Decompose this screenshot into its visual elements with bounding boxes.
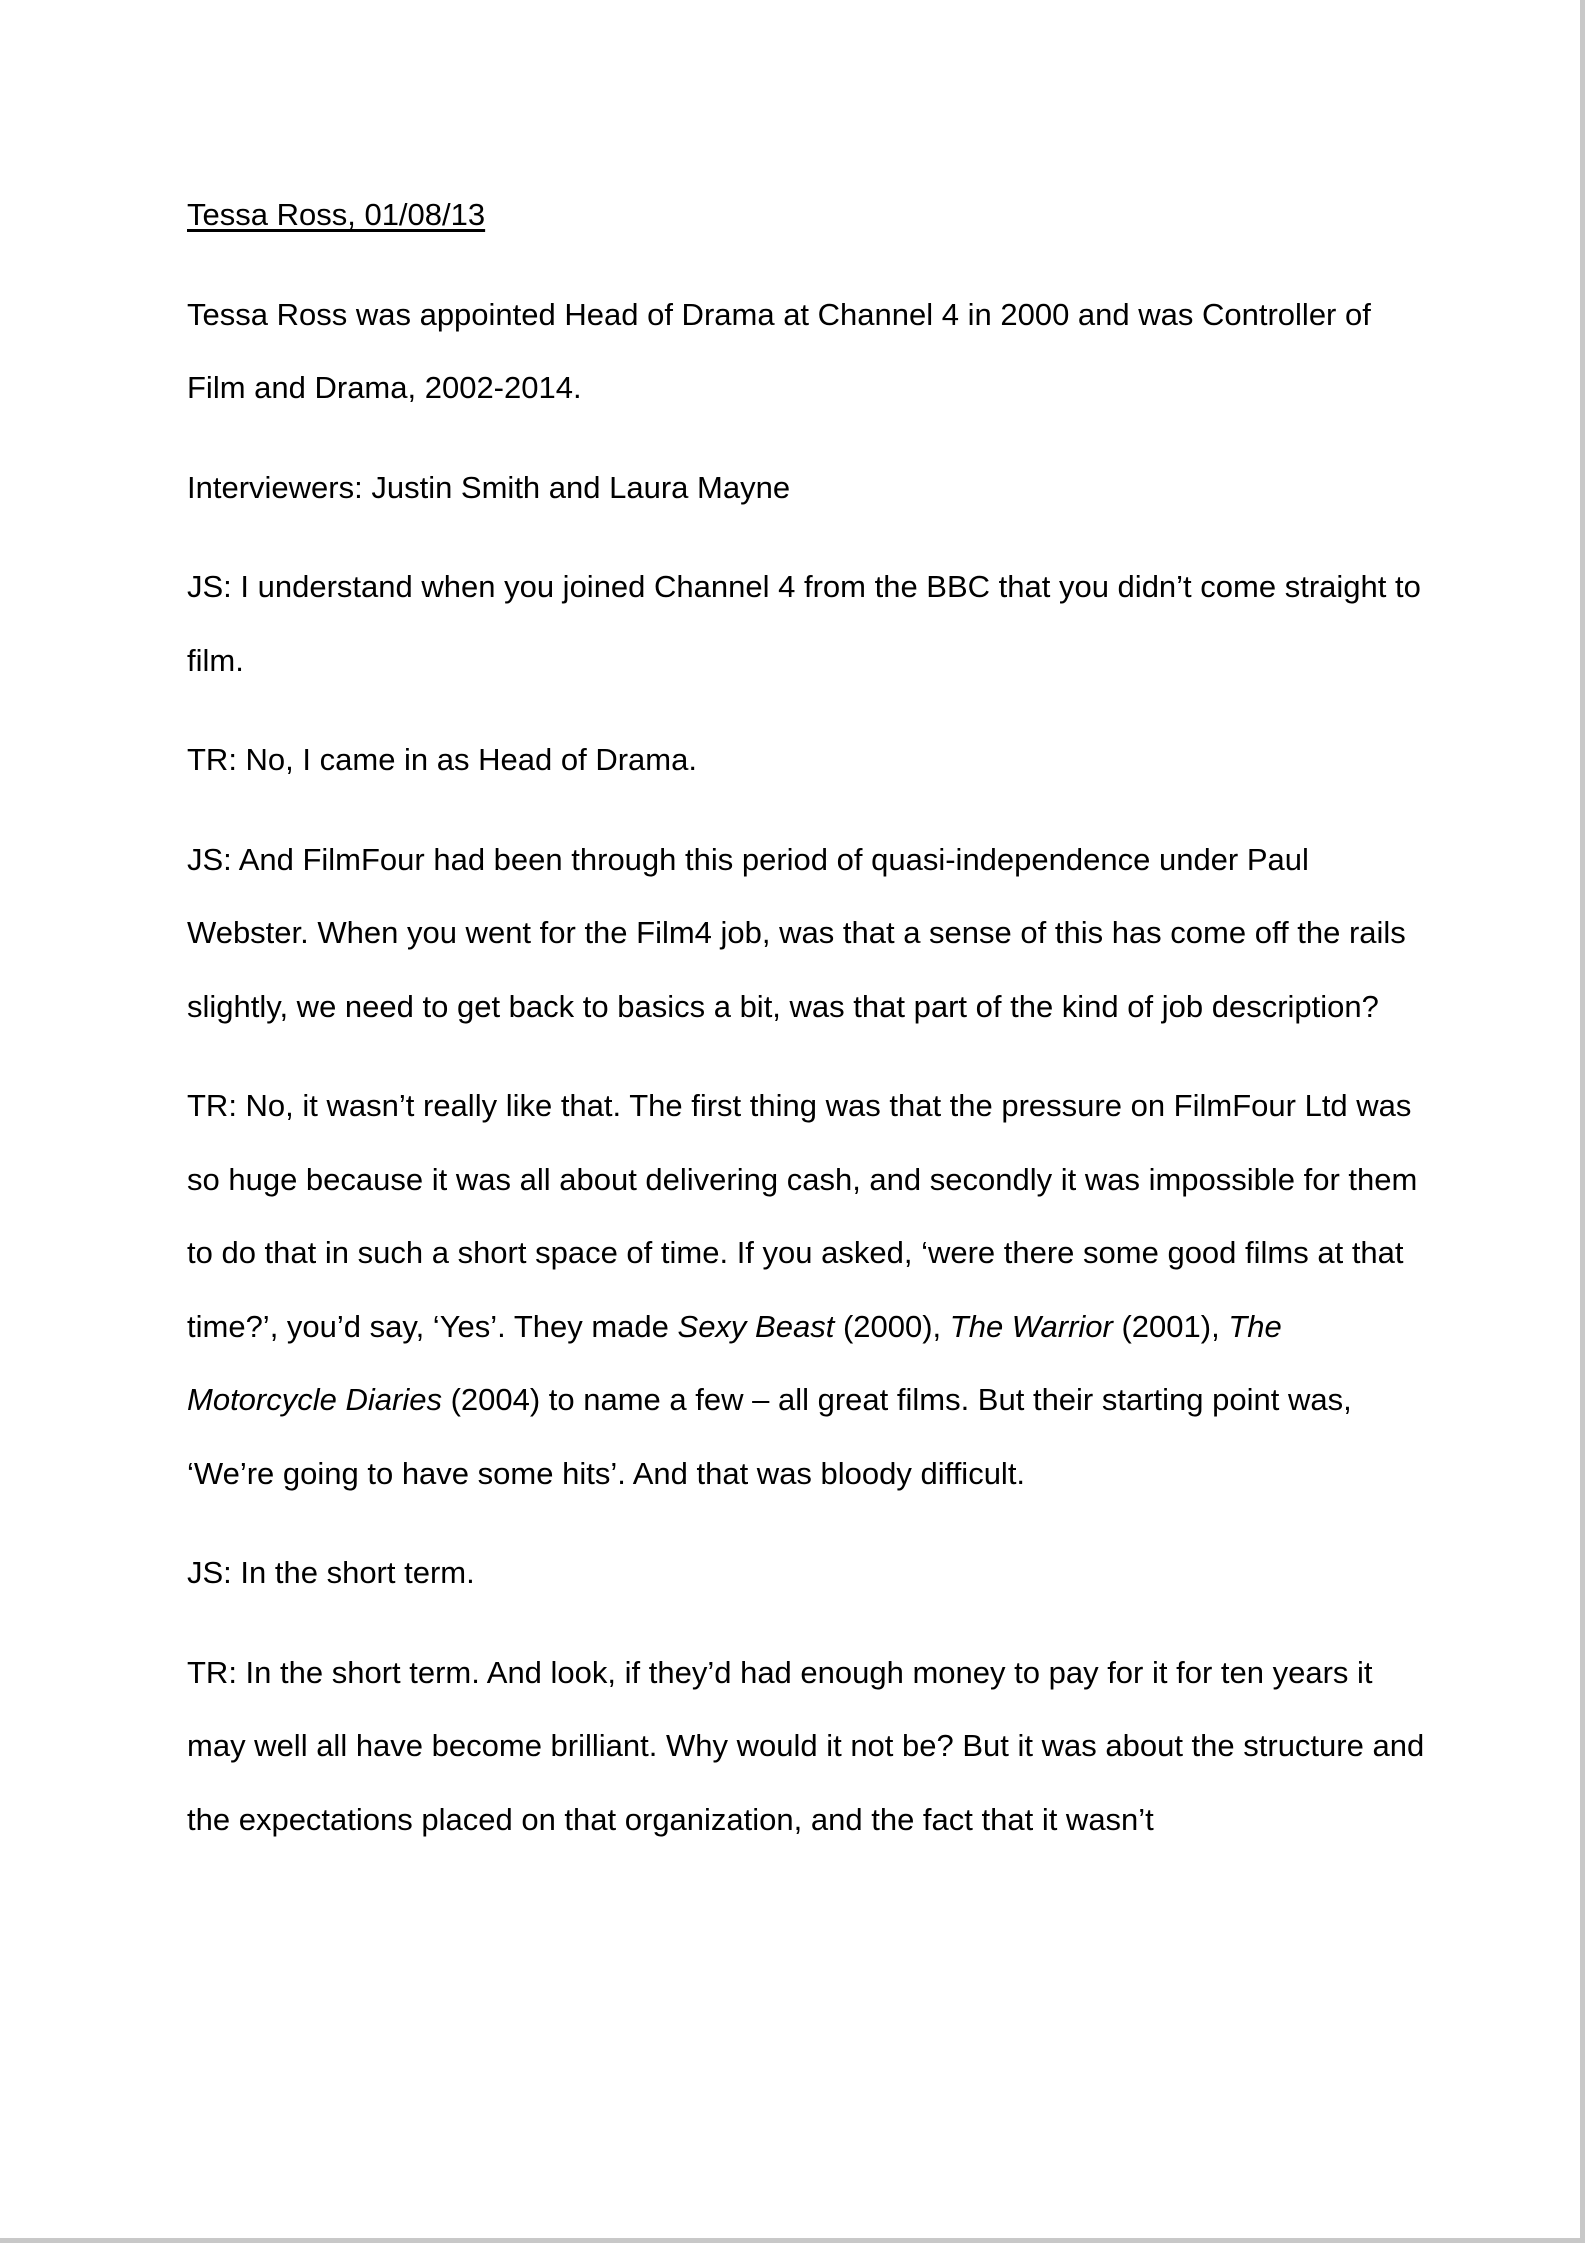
answer-text: (2004) to name a few – all great films. But their starting point was, ‘We’re going to have some hits’. And that was bloody difficult. bbox=[187, 1382, 1352, 1491]
answer-text: (2001), bbox=[1112, 1308, 1229, 1344]
page-edge-bottom bbox=[0, 2238, 1585, 2243]
film-title: The Warrior bbox=[949, 1308, 1113, 1344]
answer-paragraph: TR: In the short term. And look, if they’d had enough money to pay for it for ten years it may well all have become brilliant. Why would it not be? But it was about the structure and the expectations placed on that organization, and the fact that it wasn’t bbox=[187, 1654, 1425, 1837]
answer-text: TR: No, it wasn’t really like that. The first thing was that the pressure on FilmFour Ltd was so huge because it was all about delivering cash, and secondly it was impossible for them to do that in such a short space of time. If you asked, ‘were there some good films at that time?’, you’d say, ‘Yes’. They made bbox=[187, 1088, 1418, 1344]
interview-heading bbox=[187, 178, 1427, 252]
intro-paragraph: Tessa Ross was appointed Head of Drama at Channel 4 in 2000 and was Controller of Film and Drama, 2002-2014. bbox=[187, 296, 1371, 405]
page-edge-right bbox=[1580, 0, 1585, 2243]
heading-text: Tessa Ross, 01/08/13 bbox=[187, 197, 486, 232]
interviewers-line: Interviewers: Justin Smith and Laura Mayne bbox=[187, 469, 791, 505]
film-title: Sexy Beast bbox=[677, 1308, 835, 1344]
answer-paragraph bbox=[187, 1069, 1427, 1510]
question-paragraph: JS: I understand when you joined Channel 4 from the BBC that you didn’t come straight to film. bbox=[187, 569, 1421, 678]
question-paragraph: JS: In the short term. bbox=[187, 1555, 475, 1590]
film-title: The Motorcycle Diaries bbox=[187, 1308, 1282, 1417]
answer-paragraph: TR: No, I came in as Head of Drama. bbox=[187, 742, 697, 777]
question-paragraph: JS: And FilmFour had been through this period of quasi-independence under Paul Webster. When you went for the Film4 job, was that a sense of this has come off the rails slightly, we need to get back to basics a bit, was that part of the kind of job description? bbox=[187, 841, 1406, 1024]
document-body bbox=[187, 178, 1427, 1882]
answer-text: (2000), bbox=[834, 1308, 950, 1344]
